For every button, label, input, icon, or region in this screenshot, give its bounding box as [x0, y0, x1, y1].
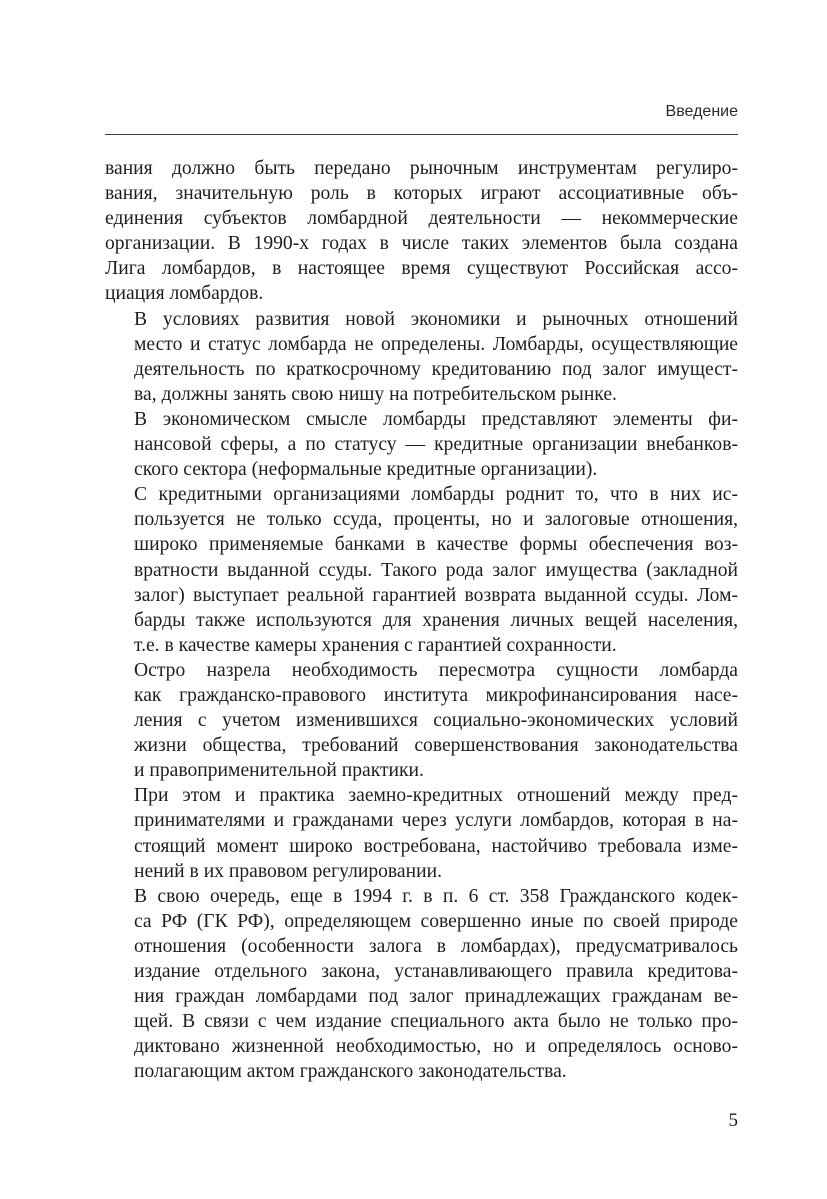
text-line: В экономическом смысле ломбарды представляют элементы фи-	[134, 408, 738, 430]
text-line: пользуется не только ссуда, проценты, но и залоговые отношения,	[134, 509, 738, 531]
text-line: стоящий момент широко востребована, настойчиво требовала изме-	[134, 835, 738, 857]
text-line: В свою очередь, еще в 1994 г. в п. 6 ст. 358 Гражданского кодек-	[134, 885, 738, 907]
text-line: барды также используются для хранения личных вещей населения,	[134, 609, 738, 631]
paragraph	[105, 783, 738, 883]
text-line: место и статус ломбарда не определены. Ломбарды, осуществляющие	[134, 333, 738, 355]
text-line: ния граждан ломбардами под залог принадлежащих гражданам ве-	[134, 986, 738, 1008]
paragraph	[105, 482, 738, 658]
text-line: как гражданско-правового института микрофинансирования насе-	[134, 684, 738, 706]
text-line: щей. В связи с чем издание специального акта было не только про-	[134, 1011, 738, 1033]
text-line: нений в их правовом регулировании.	[134, 860, 442, 882]
text-line: организации. В 1990-х годах в числе таких элементов была создана	[105, 233, 738, 255]
text-line: вания должно быть передано рыночным инструментам регулиро-	[105, 158, 738, 179]
text-line: са РФ (ГК РФ), определяющем совершенно иные по своей природе	[134, 910, 738, 932]
paragraph	[105, 407, 738, 482]
text-line: С кредитными организациями ломбарды роднит то, что в них ис-	[134, 484, 738, 506]
paragraph	[105, 156, 738, 307]
paragraph	[105, 658, 738, 783]
text-line: нансовой сферы, а по статусу — кредитные организации внебанков-	[134, 434, 738, 456]
text-line: отношения (особенности залога в ломбардах), предусматривалось	[134, 935, 738, 957]
text-line: При этом и практика заемно-кредитных отношений между пред-	[134, 785, 738, 807]
text-line: ского сектора (неформальные кредитные организации).	[134, 459, 598, 481]
text-line: Лига ломбардов, в настоящее время существуют Российская ассо-	[105, 258, 738, 280]
text-line: единения субъектов ломбардной деятельности — некоммерческие	[105, 208, 738, 230]
paragraph	[105, 884, 738, 1085]
text-line: и правоприменительной практики.	[134, 760, 424, 782]
header-rule	[105, 134, 738, 135]
text-line: полагающим актом гражданского законодательства.	[134, 1061, 567, 1083]
page-number: 5	[728, 1110, 738, 1131]
text-line: В условиях развития новой экономики и рыночных отношений	[134, 308, 738, 330]
body-text	[105, 156, 738, 1084]
text-line: принимателями и гражданами через услуги ломбардов, которая в на-	[134, 810, 738, 832]
text-line: деятельность по краткосрочному кредитованию под залог имущест-	[134, 358, 738, 380]
text-line: циация ломбардов.	[105, 283, 264, 305]
text-line: вания, значительную роль в которых играют ассоциативные объ-	[105, 183, 738, 205]
paragraph	[105, 307, 738, 407]
text-line: ва, должны занять свою нишу на потребительском рынке.	[134, 383, 617, 405]
text-line: залог) выступает реальной гарантией возврата выданной ссуды. Лом-	[134, 584, 738, 606]
text-line: издание отдельного закона, устанавливающего правила кредитова-	[134, 961, 738, 982]
text-line: широко применяемые банками в качестве формы обеспечения воз-	[134, 534, 738, 556]
text-line: т.е. в качестве камеры хранения с гарантией сохранности.	[134, 634, 617, 656]
text-line: диктовано жизненной необходимостью, но и определялось осново-	[134, 1036, 738, 1058]
text-line: ления с учетом изменившихся социально-экономических условий	[134, 710, 738, 732]
running-head: Введение	[665, 103, 738, 120]
text-line: Остро назрела необходимость пересмотра сущности ломбарда	[134, 659, 738, 681]
text-line: вратности выданной ссуды. Такого рода залог имущества (закладной	[134, 559, 738, 581]
text-line: жизни общества, требований совершенствования законодательства	[134, 735, 738, 757]
